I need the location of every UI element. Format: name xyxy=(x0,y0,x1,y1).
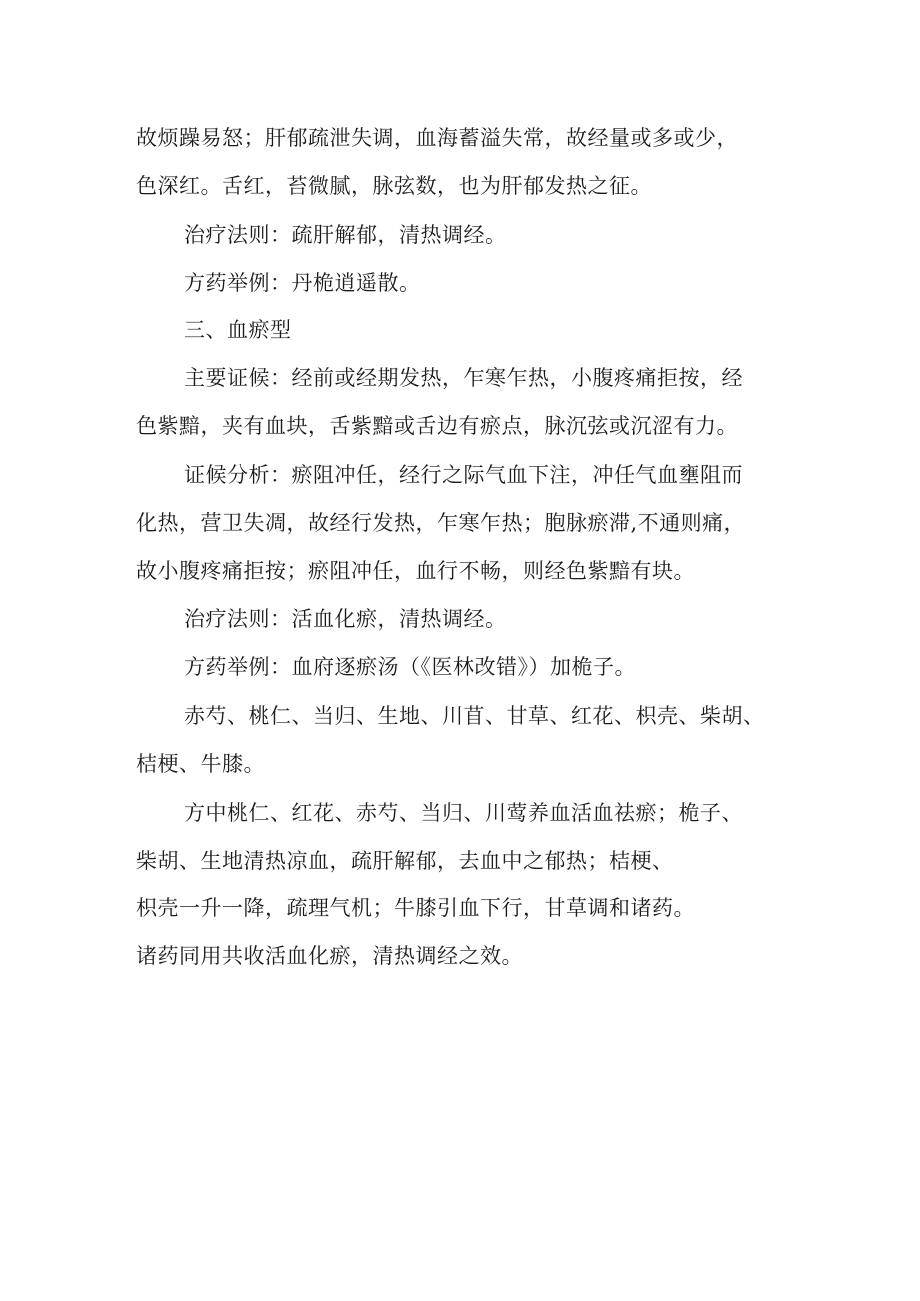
body-line: 色深红。舌红，苔微腻，脉弦数，也为肝郁发热之征。 xyxy=(136,174,652,198)
body-line: 方药举例：丹桅逍遥散。 xyxy=(184,271,421,295)
body-line: 主要证候：经前或经期发热，乍寒乍热，小腹疼痛拒按，经 xyxy=(184,366,743,390)
body-line: 诸药同用共收活血化瘀，清热调经之效。 xyxy=(136,944,523,968)
body-line: 色紫黯，夹有血块，舌紫黯或舌边有瘀点，脉沉弦或沉涩有力。 xyxy=(136,414,738,438)
body-line: 枳壳一升一降，疏理气机；牛膝引血下行，甘草调和诸药。 xyxy=(136,896,695,920)
body-line: 故小腹疼痛拒按；瘀阻冲任，血行不畅，则经色紫黯有块。 xyxy=(136,559,695,583)
body-line: 故烦躁易怒；肝郁疏泄失调，血海蓄溢失常，故经量或多或少， xyxy=(136,126,738,150)
body-line: 化热，营卫失凋，故经行发热，乍寒乍热；胞脉瘀滞,不通则痛， xyxy=(136,511,746,535)
body-line: 柴胡、生地清热凉血，疏肝解郁，去血中之郁热；桔梗、 xyxy=(136,849,674,873)
body-line: 方药举例：血府逐瘀汤（《医林改错》）加桅子。 xyxy=(184,655,636,679)
body-line: 赤芍、桃仁、当归、生地、川苜、甘草、红花、枳壳、柴胡、 xyxy=(184,704,765,728)
body-line: 治疗法则：活血化瘀，清热调经。 xyxy=(184,607,507,631)
body-line: 治疗法则：疏肝解郁，清热调经。 xyxy=(184,223,507,247)
body-line: 证候分析：瘀阻冲任，经行之际气血下注，冲任气血壅阻而 xyxy=(184,463,743,487)
body-line: 桔梗、牛膝。 xyxy=(136,752,265,776)
body-line: 方中桃仁、红花、赤芍、当归、川莺养血活血祛瘀；桅子、 xyxy=(184,801,743,825)
section-heading: 三、血瘀型 xyxy=(184,318,292,342)
